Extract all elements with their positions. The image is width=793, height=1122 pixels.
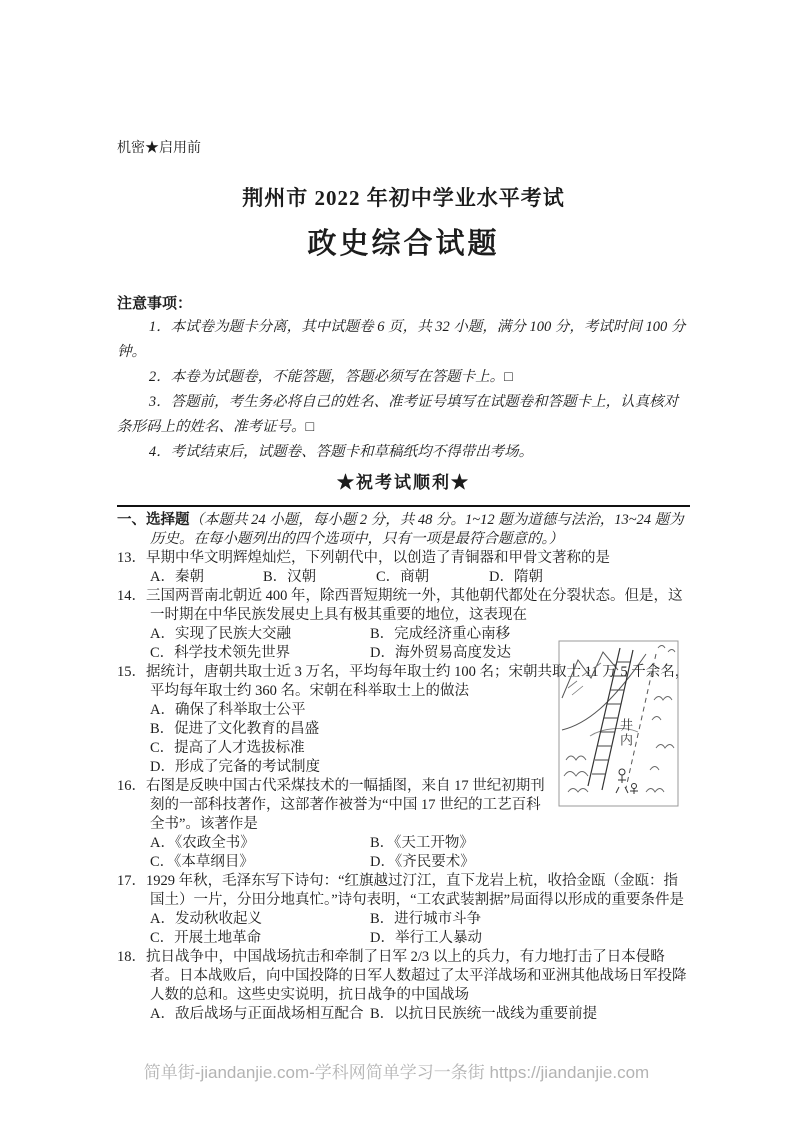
coal-mining-figure [558,640,680,808]
question-stem [117,872,690,910]
question-text: 早期中华文明辉煌灿烂，下列朝代中，以创造了青铜器和甲骨文著称的是 [146,550,610,566]
option-a: A．《农政全书》 [150,835,255,851]
option-b: B．《天工开物》 [370,835,474,851]
option-b: B．完成经济重心南移 [370,626,511,642]
option-d: D．举行工人暴动 [370,930,482,946]
options [117,834,550,872]
question-text: 据统计，唐朝共取士近 3 万名，平均每年取士约 100 名；宋朝共取士 11 万 5 千余名，平均每年取士约 360 名。宋朝在科举取士上的做法 [146,664,690,699]
option-c: C．开展土地革命 [150,930,262,946]
exam-wish: ★祝考试顺利★ [337,473,470,492]
question-number: 14． [117,588,146,604]
exam-title: 荆州市 2022 年初中学业水平考试 [242,186,565,210]
question-number: 15． [117,664,146,680]
question-13 [117,549,690,587]
option-d: D．《齐民要术》 [370,854,475,870]
option-b: B．汉朝 [263,569,317,585]
question-17 [117,872,690,948]
notice-item: 3．答题前，考生务必将自己的姓名、准考证号填写在试题卷和答题卡上，认真核对条形码上的姓名、准考证号。□ [117,394,679,435]
question-stem [117,587,690,625]
question-text: 三国两晋南北朝近 400 年，除西晋短期统一外，其他朝代都处在分裂状态。但是，这一时期在中华民族发展史上具有极其重要的地位，这表现在 [146,588,683,623]
option-c: C．提高了人才选拔标准 [150,740,305,756]
notice-item: 2．本卷为试题卷，不能答题，答题必须写在答题卡上。□ [148,369,513,385]
option-d: D．海外贸易高度发达 [370,645,511,661]
question-number: 18． [117,949,146,965]
question-stem [117,777,550,834]
figure-well-label: 井内 [618,718,633,748]
option-c: C．《本草纲目》 [150,854,254,870]
question-stem [117,948,690,1005]
option-c: C．科学技术领先世界 [150,645,291,661]
option-b: B．促进了文化教育的昌盛 [150,721,320,737]
option-a: A．发动秋收起义 [150,911,262,927]
notice-heading: 注意事项： [117,295,193,312]
options [117,1005,690,1024]
notice-item: 1．本试卷为题卡分离，其中试题卷 6 页，共 32 小题，满分 100 分，考试时间 100 分钟。 [117,319,686,360]
question-text: 抗日战争中，中国战场抗击和牵制了日军 2/3 以上的兵力，有力地打击了日本侵略者。日本战败后，向中国投降的日军人数超过了太平洋战场和亚洲其他战场日军投降人数的总和。这些史实说明，抗日战争的中国战场 [146,949,687,1003]
option-c: C．商朝 [376,569,430,585]
section-title: 一、选择题 [117,512,190,528]
question-number: 13． [117,550,146,566]
section-heading [117,511,690,549]
notice-list [117,315,690,465]
options [117,568,690,587]
option-a: A．敌后战场与正面战场相互配合 [150,1006,364,1022]
options [117,910,690,948]
option-a: A．秦朝 [150,569,204,585]
option-b: B．以抗日民族统一战线为重要前提 [370,1006,598,1022]
question-stem [117,549,690,568]
question-text: 右图是反映中国古代采煤技术的一幅插图，来自 17 世纪初期刊刻的一部科技著作，这部著作被誉为“中国 17 世纪的工艺百科全书”。该著作是 [146,778,545,832]
section-instructions: （本题共 24 小题，每小题 2 分，共 48 分。1~12 题为道德与法治，13~24 题为历史。在每小题列出的四个选项中，只有一项是最符合题意的。） [150,512,684,547]
paper-title: 政史综合试题 [307,228,500,260]
section-divider [117,505,690,507]
option-d: D．隋朝 [489,569,543,585]
question-number: 17． [117,873,146,889]
question-16 [117,777,550,872]
question-18 [117,948,690,1024]
option-a: A．实现了民族大交融 [150,626,291,642]
option-b: B．进行城市斗争 [370,911,482,927]
question-number: 16． [117,778,146,794]
option-d: D．形成了完备的考试制度 [150,759,320,775]
footer-credit: 简单街-jiandanjie.com-学科网简单学习一条街 https://jiandanjie.com [143,1063,650,1082]
classification-label: 机密★启用前 [117,141,201,156]
option-a: A．确保了科举取士公平 [150,702,306,718]
question-text: 1929 年秋，毛泽东写下诗句：“红旗越过汀江，直下龙岩上杭，收拾金瓯（金瓯：指国土）一片，分田分地真忙。”诗句表明，“工农武装割据”局面得以形成的重要条件是 [146,873,685,908]
notice-item: 4．考试结束后，试题卷、答题卡和草稿纸均不得带出考场。 [148,444,534,460]
